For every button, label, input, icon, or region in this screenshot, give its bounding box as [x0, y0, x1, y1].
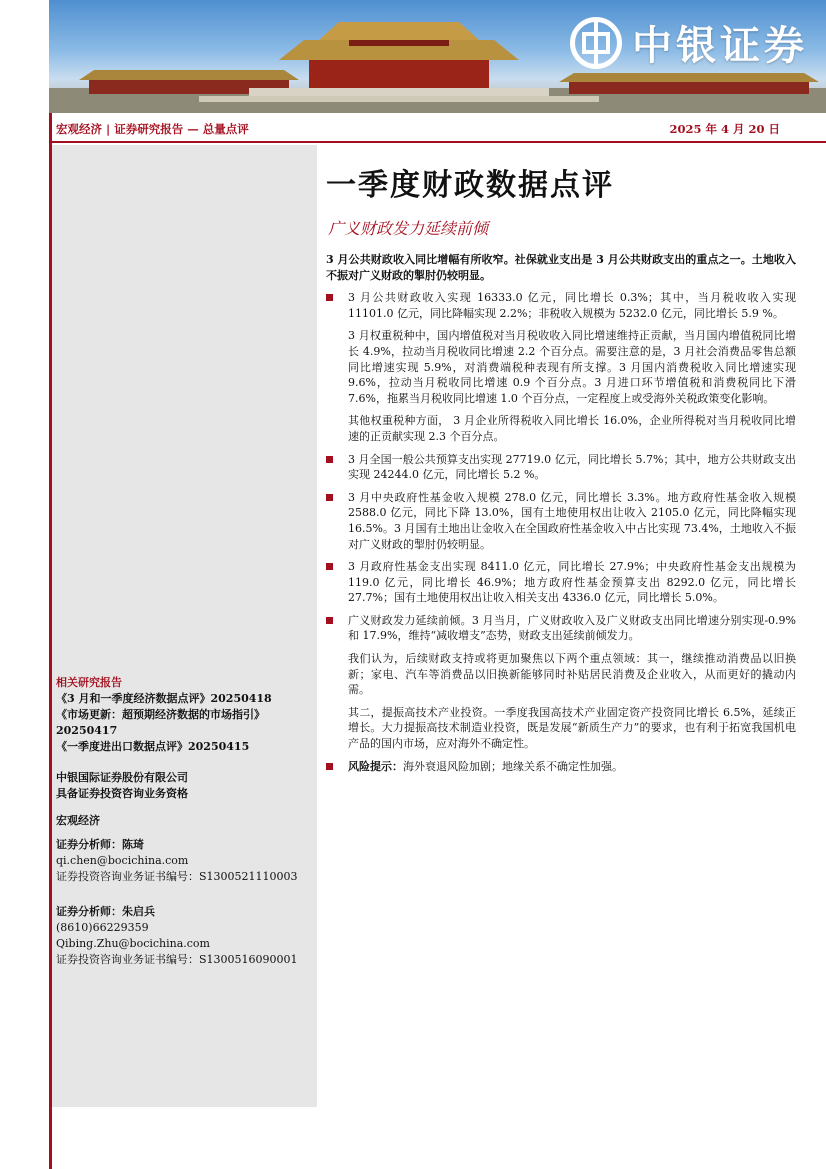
bullet-text-fund-income: 3 月中央政府性基金收入规模 278.0 亿元，同比增长 3.3%。地方政府性基金收入规模 2588.0 亿元，同比下降 13.0%，国有土地使用权出让收入 2105.0 亿元，同比降幅实现 16.5%。3 月国有土地出让金收入在全国政府性基金收入中占比实现 73.4%，土地收入不振对广义财政的掣肘仍较明显。	[348, 490, 796, 551]
bullet-square-icon	[326, 456, 333, 463]
info-bar	[52, 113, 826, 143]
analyst-1	[56, 837, 298, 885]
related-report-2-date: 20250417	[56, 724, 118, 737]
bullet-square-icon	[326, 294, 333, 301]
related-report-2[interactable]: 《市场更新：超预期经济数据的市场指引》	[56, 708, 265, 721]
risk-text: 海外衰退风险加剧；地缘关系不确定性加强。	[403, 759, 623, 773]
page-title: 一季度财政数据点评	[326, 168, 614, 203]
analyst-1-email[interactable]: qi.chen@bocichina.com	[56, 854, 189, 867]
lead-summary: 3 月公共财政收入同比增幅有所收窄。社保就业支出是 3 月公共财政支出的重点之一。土地收入不振对广义财政的掣肘仍较明显。	[326, 253, 796, 282]
bullet-square-icon	[326, 563, 333, 570]
page-subtitle: 广义财政发力延续前倾	[328, 219, 489, 238]
sidebar	[52, 145, 317, 1107]
bullet-item	[326, 290, 796, 321]
main-content	[326, 252, 796, 781]
related-reports	[56, 675, 272, 755]
header-banner	[49, 0, 826, 113]
analyst-2-email[interactable]: Qibing.Zhu@bocichina.com	[56, 937, 210, 950]
paragraph-outlook-2: 其二，提振高技术产业投资。一季度我国高技术产业固定资产投资同比增长 6.5%，延续正增长。大力提振高技术制造业投资，既是发展“新质生产力”的要求，也有利于拓宽我国机电产品的国内市场，应对海外不确定性。	[348, 705, 796, 751]
brand-logo	[570, 14, 808, 71]
paragraph-tax-detail: 3 月权重税种中，国内增值税对当月税收收入同比增速维持正贡献，当月国内增值税同比增长 4.9%，拉动当月税收同比增速 2.2 个百分点。需要注意的是，3 月社会消费品零售总额同比增速实现 5.9%，对消费端税种表现有所支撑。3 月国内消费税收入同比增速实现 9.6%，拉动当月税收同比增速 0.9 个百分点。3 月进口环节增值税和消费税同比下滑 7.6%，拖累当月税收同比增速 1.0 个百分点，一定程度上或受海外关税政策变化影响。	[348, 329, 796, 405]
bullet-text-expenditure: 3 月全国一般公共预算支出实现 27719.0 亿元，同比增长 5.7%；其中，地方公共财政支出实现 24244.0 亿元，同比增长 5.2 %。	[348, 452, 796, 482]
risk-label: 风险提示：	[348, 759, 403, 773]
bullet-square-icon	[326, 763, 333, 770]
bullet-item	[326, 452, 796, 483]
bullet-square-icon	[326, 617, 333, 624]
related-report-3[interactable]: 《一季度进出口数据点评》20250415	[56, 740, 250, 753]
company-qualification: 具备证券投资咨询业务资格	[56, 787, 188, 800]
analyst-2-name: 证券分析师：朱启兵	[56, 905, 155, 918]
bullet-text-revenue: 3 月公共财政收入实现 16333.0 亿元，同比增长 0.3%；其中，当月税收收入实现 11101.0 亿元，同比降幅实现 2.2%；非税收入规模为 5232.0 亿元，同比增长 5.9 %。	[348, 291, 796, 320]
related-title: 相关研究报告	[56, 676, 122, 689]
brand-name: 中银证券	[632, 23, 808, 69]
bullet-item-risk	[326, 759, 796, 775]
analyst-2-phone: (8610)66229359	[56, 921, 149, 934]
report-category: 宏观经济 | 证券研究报告 — 总量点评	[56, 122, 249, 136]
bullet-item	[326, 613, 796, 644]
bullet-text-broad-fiscal: 广义财政发力延续前倾。3 月当月，广义财政收入及广义财政支出同比增速分别实现-0.9%和 17.9%，维持“减收增支”态势，财政支出延续前倾发力。	[348, 613, 796, 643]
boc-logo-icon	[570, 17, 622, 69]
analyst-1-name: 证券分析师：陈琦	[56, 838, 144, 851]
bullet-square-icon	[326, 494, 333, 501]
bullet-item	[326, 559, 796, 606]
analyst-2-cert: 证券投资咨询业务证书编号：S1300516090001	[56, 953, 298, 966]
bullet-item	[326, 490, 796, 552]
paragraph-other-tax: 其他权重税种方面， 3 月企业所得税收入同比增长 16.0%，企业所得税对当月税收同比增速的正贡献实现 2.3 个百分点。	[348, 414, 796, 443]
bullet-text-fund-expenditure: 3 月政府性基金支出实现 8411.0 亿元，同比增长 27.9%；中央政府性基金支出规模为 119.0 亿元，同比增长 46.9%；地方政府性基金预算支出 8292.0 亿元，同比增长 27.7%；国有土地使用权出让收入相关支出 4336.0 亿元，同比增长 5.0%。	[348, 560, 796, 605]
company-info	[56, 770, 188, 802]
sector-label: 宏观经济	[56, 814, 100, 827]
analyst-1-cert: 证券投资咨询业务证书编号：S1300521110003	[56, 870, 298, 883]
paragraph-outlook-1: 我们认为，后续财政支持或将更加聚焦以下两个重点领域：其一，继续推动消费品以旧换新；家电、汽车等消费品以旧换新能够同时补贴居民消费及企业收入，从而更好的撬动内需。	[348, 652, 796, 697]
analyst-2	[56, 904, 298, 968]
report-date: 2025 年 4 月 20 日	[669, 122, 780, 136]
related-report-1[interactable]: 《3 月和一季度经济数据点评》20250418	[56, 692, 272, 705]
company-name: 中银国际证券股份有限公司	[56, 771, 188, 784]
